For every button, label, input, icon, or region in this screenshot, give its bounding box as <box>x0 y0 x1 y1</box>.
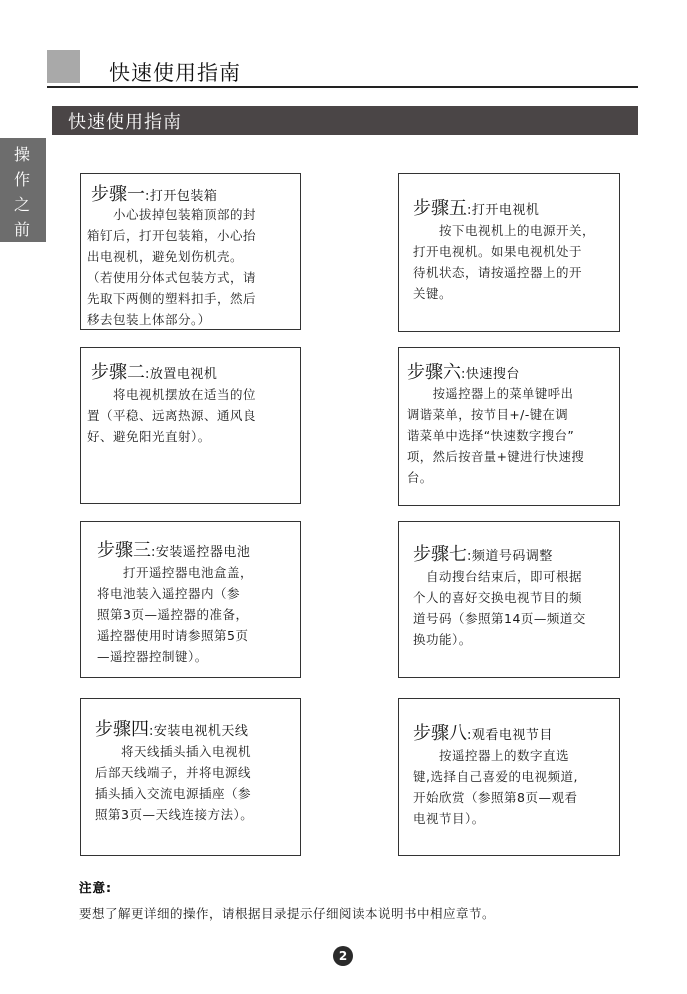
step-title-text: 安装电视机天线 <box>153 724 249 739</box>
step-title-sep: : <box>151 545 156 560</box>
step-line: 将电视机摆放在适当的位 <box>87 387 257 402</box>
header-square-mark <box>47 50 80 83</box>
step-line: 键,选择自己喜爱的电视频道, <box>413 769 578 784</box>
step-title-text: 放置电视机 <box>149 367 218 382</box>
step-title-sep: : <box>467 728 472 743</box>
step-line: 先取下两侧的塑料扣手，然后 <box>87 291 257 306</box>
page-number: 2 <box>333 946 353 966</box>
step-body <box>97 562 253 667</box>
step-title <box>91 358 217 384</box>
step-title-text: 快速搜台 <box>465 367 520 382</box>
step-box-2 <box>80 347 301 504</box>
step-line: 自动搜台结束后，即可根据 <box>413 569 583 584</box>
step-line: 个人的喜好交换电视节目的频 <box>413 590 583 605</box>
step-body <box>87 384 256 447</box>
step-box-7 <box>398 521 620 678</box>
step-line: （若使用分体式包装方式，请 <box>87 270 257 285</box>
step-number: 步骤七 <box>413 544 467 565</box>
step-line: 遥控器使用时请参照第5页 <box>97 628 249 643</box>
step-box-1 <box>80 173 301 330</box>
step-line: 照第3页—遥控器的准备， <box>97 607 249 622</box>
side-tab-char: 作 <box>14 170 31 189</box>
step-title <box>407 358 520 384</box>
step-line: —遥控器控制键）。 <box>97 649 208 664</box>
step-line: 调谐菜单，按节目+/-键在调 <box>407 408 569 422</box>
step-box-8 <box>398 698 620 856</box>
side-tab-char: 前 <box>14 220 31 239</box>
step-title <box>97 536 250 562</box>
step-line: 将天线插头插入电视机 <box>95 744 252 759</box>
step-number: 步骤五 <box>413 198 467 219</box>
step-line: 将电池装入遥控器内（参 <box>97 586 241 601</box>
step-line: 打开电视机。如果电视机处于 <box>413 244 583 259</box>
step-line: 按遥控器上的菜单键呼出 <box>407 387 574 401</box>
step-box-5 <box>398 173 620 332</box>
note-text: 要想了解更详细的操作，请根据目录提示仔细阅读本说明书中相应章节。 <box>79 906 496 921</box>
step-title-text: 观看电视节目 <box>471 728 553 743</box>
step-title-sep: : <box>149 724 154 739</box>
page-header-title: 快速使用指南 <box>109 61 241 85</box>
step-title <box>91 180 217 206</box>
step-body <box>95 741 253 825</box>
step-line: 插头插入交流电源插座（参 <box>95 786 252 801</box>
step-line: 按遥控器上的数字直选 <box>413 748 570 763</box>
side-tab-char: 之 <box>14 195 31 214</box>
step-number: 步骤六 <box>407 362 461 383</box>
section-banner-title: 快速使用指南 <box>68 112 182 133</box>
step-line: 箱钉后，打开包装箱，小心抬 <box>87 228 257 243</box>
step-title-text: 打开包装箱 <box>149 189 218 204</box>
step-title-text: 频道号码调整 <box>471 549 553 564</box>
step-number: 步骤八 <box>413 723 467 744</box>
step-body <box>413 566 586 650</box>
step-title-sep: : <box>467 549 472 564</box>
step-line: 移去包装上体部分。） <box>87 312 211 327</box>
header-rule <box>47 86 638 88</box>
step-line: 电视节目）。 <box>413 811 485 826</box>
step-line: 按下电视机上的电源开关， <box>413 223 596 238</box>
side-tab <box>0 138 46 242</box>
step-line: 打开遥控器电池盒盖， <box>97 565 254 580</box>
step-number: 步骤一 <box>91 184 145 205</box>
step-title-text: 安装遥控器电池 <box>155 545 251 560</box>
step-line: 出电视机，避免划伤机壳。 <box>87 249 244 264</box>
note-label: 注意: <box>79 880 112 895</box>
step-line: 待机状态，请按遥控器上的开 <box>413 265 583 280</box>
step-body <box>413 220 595 304</box>
step-line: 换功能）。 <box>413 632 472 647</box>
step-line: 置（平稳、远离热源、通风良 <box>87 408 257 423</box>
step-title-sep: : <box>467 203 472 218</box>
step-box-4 <box>80 698 301 856</box>
side-tab-char: 操 <box>14 145 31 164</box>
step-line: 谐菜单中选择“快速数字搜台” <box>407 429 575 443</box>
step-body <box>413 745 578 829</box>
step-line: 好、避免阳光直射）。 <box>87 429 211 444</box>
step-body <box>87 204 256 330</box>
step-line: 后部天线端子，并将电源线 <box>95 765 252 780</box>
step-line: 小心拔掉包装箱顶部的封 <box>87 207 257 222</box>
step-number: 步骤二 <box>91 362 145 383</box>
step-body <box>407 384 584 489</box>
step-title-sep: : <box>145 367 150 382</box>
step-title <box>413 540 553 566</box>
step-line: 关键。 <box>413 286 453 301</box>
step-title-sep: : <box>145 189 150 204</box>
step-number: 步骤三 <box>97 540 151 561</box>
step-title-sep: : <box>461 367 466 382</box>
step-line: 道号码（参照第14页—频道交 <box>413 611 586 626</box>
step-title <box>413 194 539 220</box>
step-line: 开始欣赏（参照第8页—观看 <box>413 790 578 805</box>
step-title-text: 打开电视机 <box>471 203 540 218</box>
step-title <box>413 719 553 745</box>
step-line: 项，然后按音量+键进行快速搜 <box>407 450 585 464</box>
step-line: 台。 <box>407 471 433 485</box>
step-box-6 <box>398 347 620 506</box>
section-banner <box>52 106 638 135</box>
step-line: 照第3页—天线连接方法）。 <box>95 807 254 822</box>
step-box-3 <box>80 521 301 678</box>
step-number: 步骤四 <box>95 719 149 740</box>
step-title <box>95 715 248 741</box>
